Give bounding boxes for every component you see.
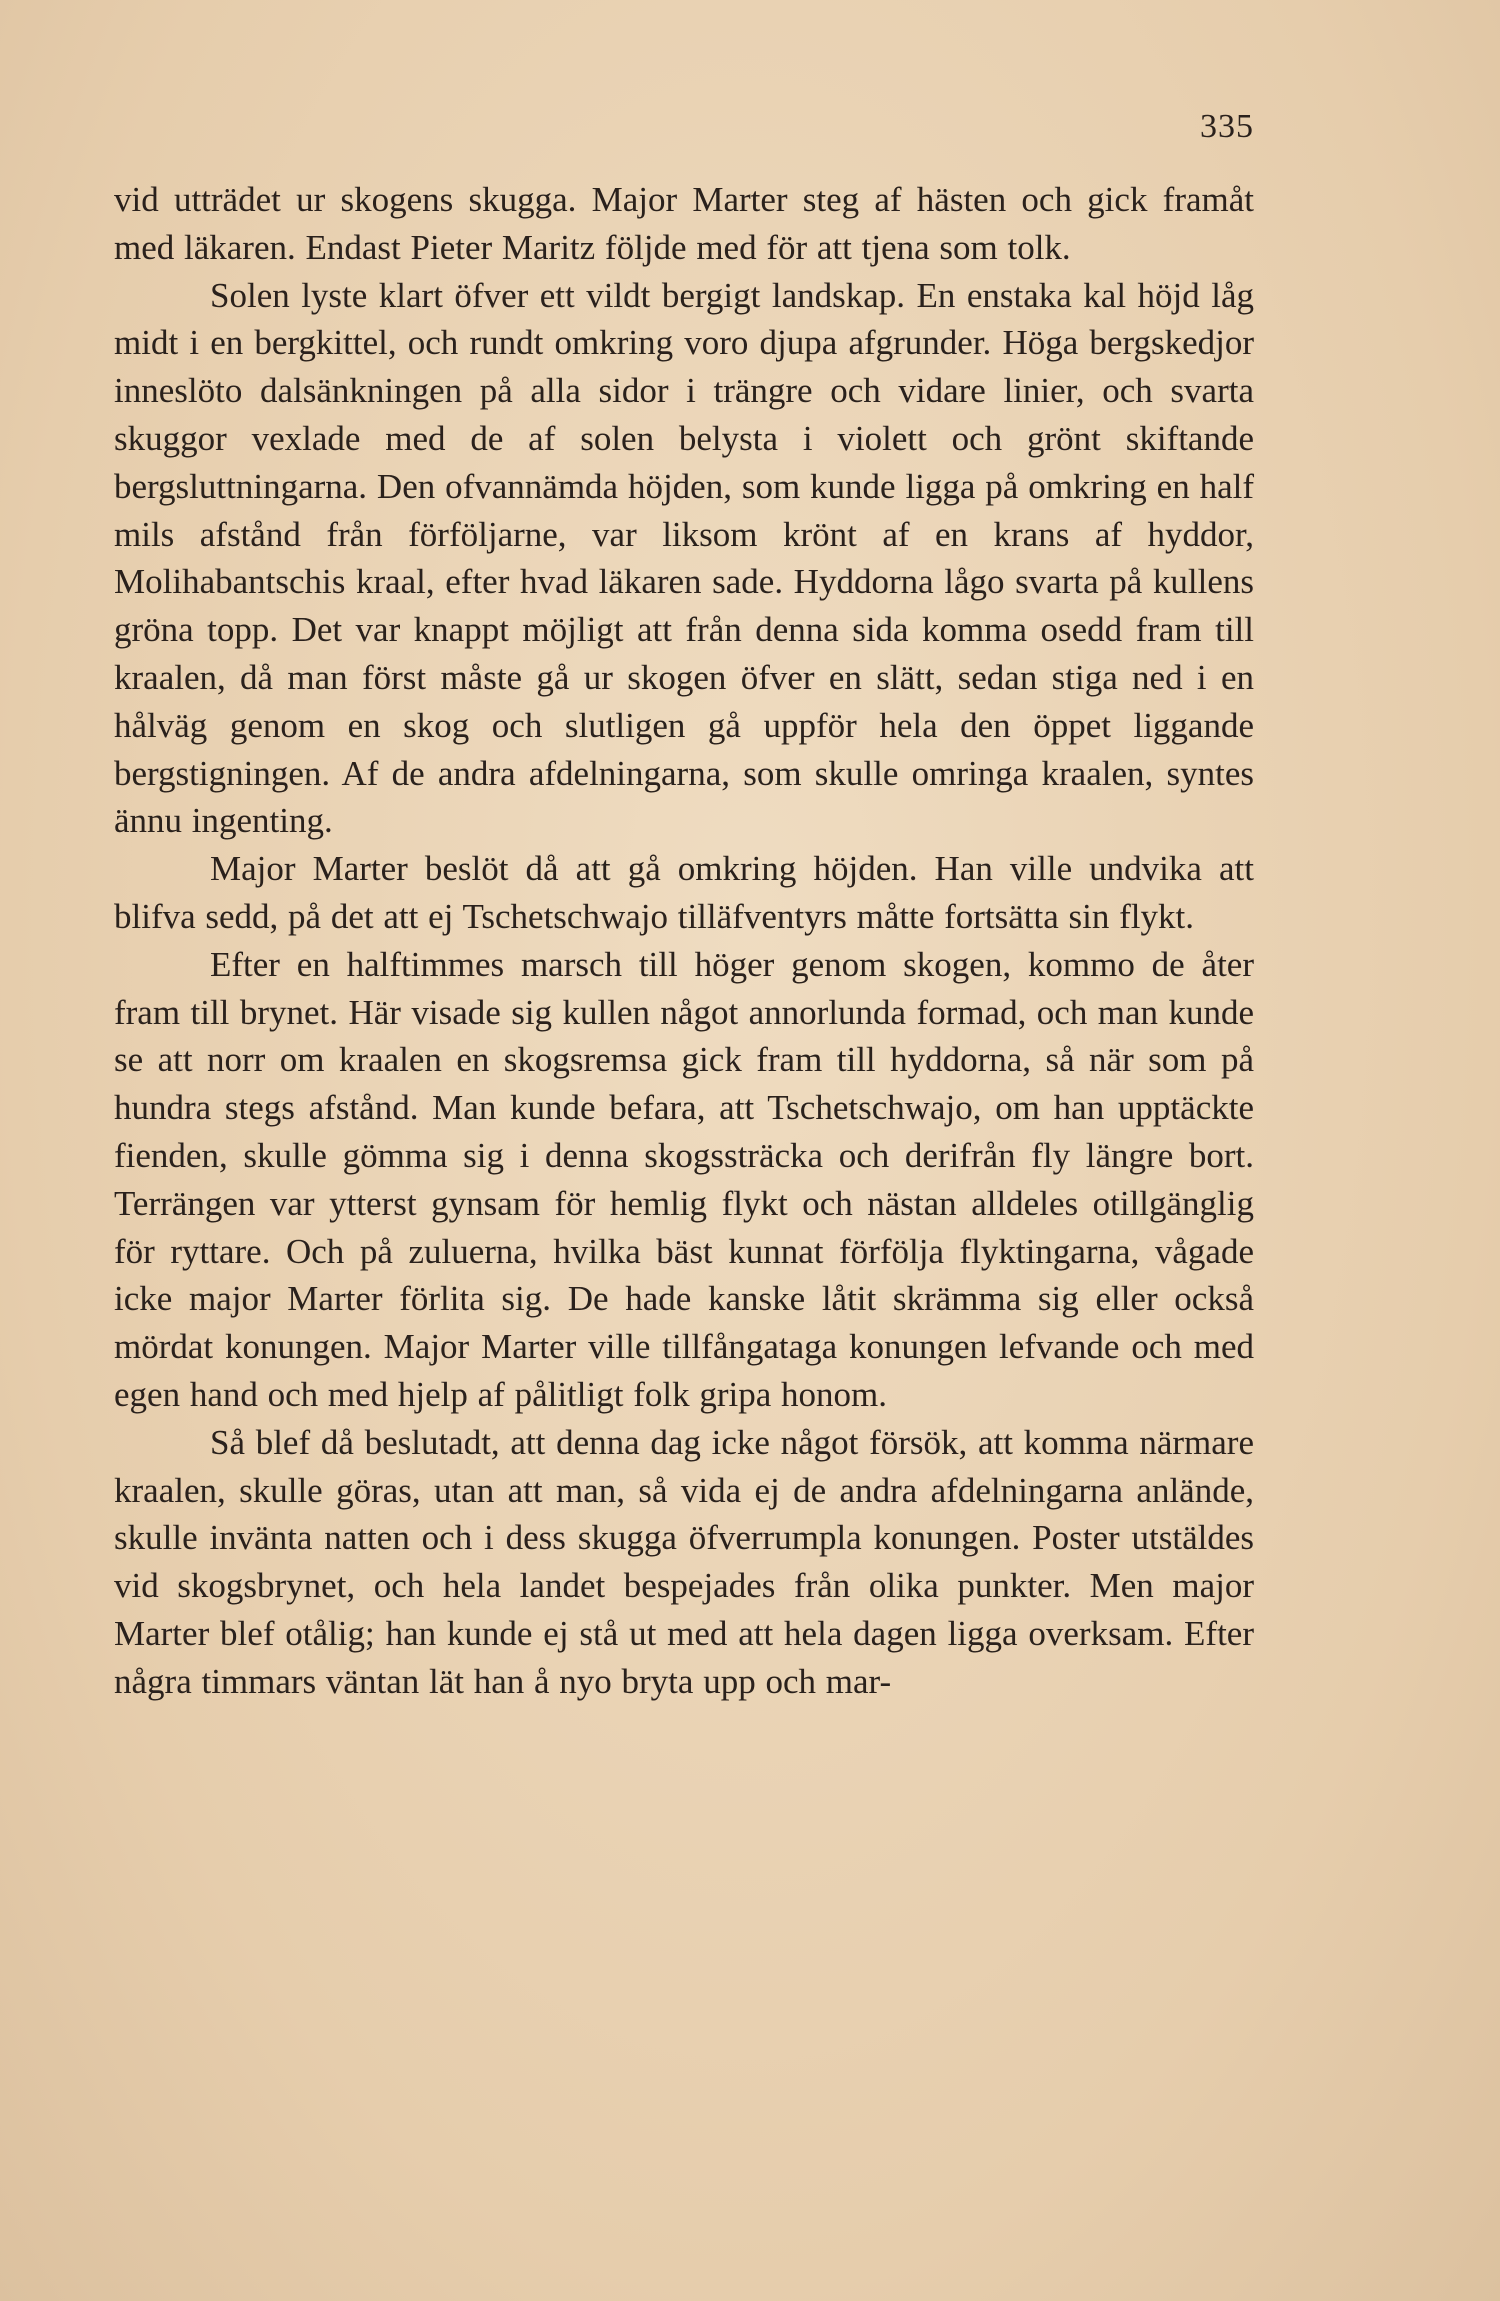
paragraph-4: Efter en halftimmes marsch till höger genom skogen, kommo de åter fram till brynet. Här visade sig kullen något annorlunda formad, och man kunde se att norr om kraalen en skogsremsa gick fram till hyddorna, så när som på hundra stegs afstånd. Man kunde befara, att Tschetschwajo, om han upptäckte fienden, skulle gömma sig i denna skogssträcka och derifrån fly längre bort. Terrängen var ytterst gynsam för hemlig flykt och nästan alldeles otillgänglig för ryttare. Och på zuluerna, hvilka bäst kunnat förfölja flyktingarna, vågade icke major Marter förlita sig. De hade kanske låtit skrämma sig eller också mördat konungen. Major Marter ville tillfångataga konungen lefvande och med egen hand och med hjelp af pålitligt folk gripa honom.: [114, 944, 1254, 1414]
body-text: [114, 176, 1254, 1706]
paragraph-1: vid utträdet ur skogens skugga. Major Marter steg af hästen och gick framåt med läkaren. Endast Pieter Maritz följde med för att tjena som tolk.: [114, 180, 1254, 267]
paragraph-3: Major Marter beslöt då att gå omkring höjden. Han ville undvika att blifva sedd, på det att ej Tschetschwajo tilläfventyrs måtte fortsätta sin flykt.: [114, 849, 1254, 936]
paragraph-2: Solen lyste klart öfver ett vildt bergigt landskap. En enstaka kal höjd låg midt i en bergkittel, och rundt omkring voro djupa afgrunder. Höga bergskedjor inneslöto dalsänkningen på alla sidor i trängre och vidare linier, och svarta skuggor vexlade med de af solen belysta i violett och grönt skiftande bergsluttningarna. Den ofvannämda höjden, som kunde ligga på omkring en half mils afstånd från förföljarne, var liksom krönt af en krans af hyddor, Molihabantschis kraal, efter hvad läkaren sade. Hyddorna lågo svarta på kullens gröna topp. Det var knappt möjligt att från denna sida komma osedd fram till kraalen, då man först måste gå ur skogen öfver en slätt, sedan stiga ned i en hålväg genom en skog och slutligen gå uppför hela den öppet liggande bergstigningen. Af de andra afdelningarna, som skulle omringa kraalen, syntes ännu ingenting.: [114, 275, 1254, 841]
page-number: 335: [1200, 108, 1254, 145]
paragraph-5: Så blef då beslutadt, att denna dag icke något försök, att komma närmare kraalen, skulle göras, utan att man, så vida ej de andra afdelningarna anlände, skulle invänta natten och i dess skugga öfverrumpla konungen. Poster utstäldes vid skogsbrynet, och hela landet bespejades från olika punkter. Men major Marter blef otålig; han kunde ej stå ut med att hela dagen ligga overksam. Efter några timmars väntan lät han å nyo bryta upp och mar-: [114, 1422, 1254, 1701]
